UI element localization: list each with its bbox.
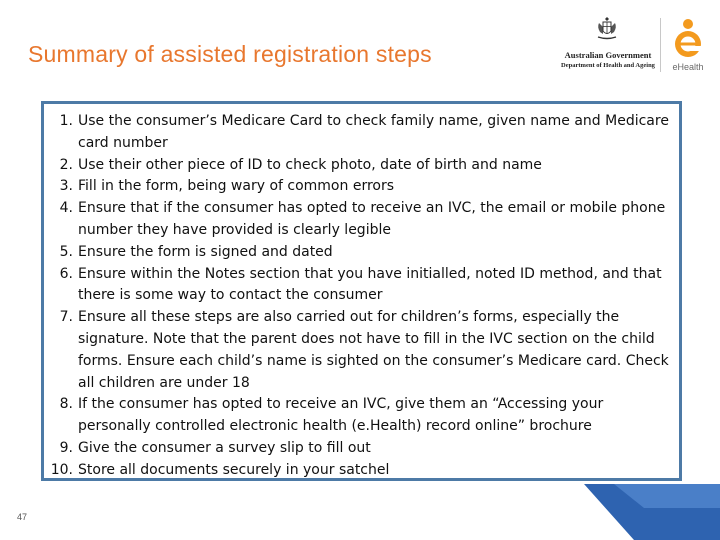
- steps-list: [49, 111, 677, 482]
- slide-title: Summary of assisted registration steps: [28, 41, 432, 67]
- step-item: [49, 176, 677, 198]
- logo-divider: [660, 18, 661, 72]
- step-number: 9.: [59, 439, 73, 456]
- ehealth-wordmark: eHealth: [672, 62, 704, 72]
- step-text: Ensure the form is signed and dated: [78, 243, 333, 260]
- step-text: Ensure all these steps are also carried out for children’s forms, especially the signature. Note that the parent does not have to fill in the IVC section on the child forms. Ensure each child’s name is sighted on the consumer’s Medicare card. Check all children are under 18: [78, 309, 669, 391]
- ehealth-logo: [668, 18, 708, 74]
- step-number: 4.: [59, 200, 73, 217]
- step-text: Use the consumer’s Medicare Card to check family name, given name and Medicare card number: [78, 113, 669, 151]
- step-text: Store all documents securely in your satchel: [78, 461, 390, 478]
- step-number: 2.: [59, 156, 73, 173]
- slide-header: [0, 0, 720, 90]
- ehealth-e-icon: [672, 18, 704, 58]
- step-text: Ensure that if the consumer has opted to receive an IVC, the email or mobile phone number they have provided is clearly legible: [78, 200, 666, 238]
- step-number: 5.: [59, 243, 73, 260]
- steps-box: [41, 101, 682, 481]
- step-item: [49, 307, 677, 394]
- step-text: Ensure within the Notes section that you have initialled, noted ID method, and that there is some way to contact the consumer: [78, 265, 662, 304]
- step-item: [49, 242, 677, 264]
- government-name: Australian Government: [564, 50, 652, 60]
- step-item: [49, 155, 677, 177]
- step-number: 7.: [59, 309, 73, 326]
- step-text: Use their other piece of ID to check photo, date of birth and name: [78, 156, 542, 173]
- step-text: Fill in the form, being wary of common errors: [78, 178, 395, 195]
- australian-government-logo: [560, 16, 656, 74]
- step-item: [49, 460, 677, 482]
- page-number: 47: [17, 512, 28, 522]
- step-item: [49, 394, 677, 438]
- step-number: 3.: [59, 178, 73, 195]
- step-text: If the consumer has opted to receive an IVC, give them an “Accessing your personally controlled electronic health (e.Health) record online” brochure: [78, 396, 604, 435]
- step-number: 1.: [59, 113, 73, 129]
- step-item: [49, 111, 677, 155]
- coat-of-arms-icon: [594, 16, 620, 42]
- step-item: [49, 198, 677, 242]
- step-number: 8.: [59, 396, 73, 413]
- step-text: Give the consumer a survey slip to fill out: [78, 439, 371, 456]
- step-number: 10.: [50, 461, 73, 478]
- step-item: [49, 438, 677, 460]
- department-name: Department of Health and Ageing: [561, 62, 655, 69]
- step-number: 6.: [59, 265, 73, 282]
- step-item: [49, 264, 677, 308]
